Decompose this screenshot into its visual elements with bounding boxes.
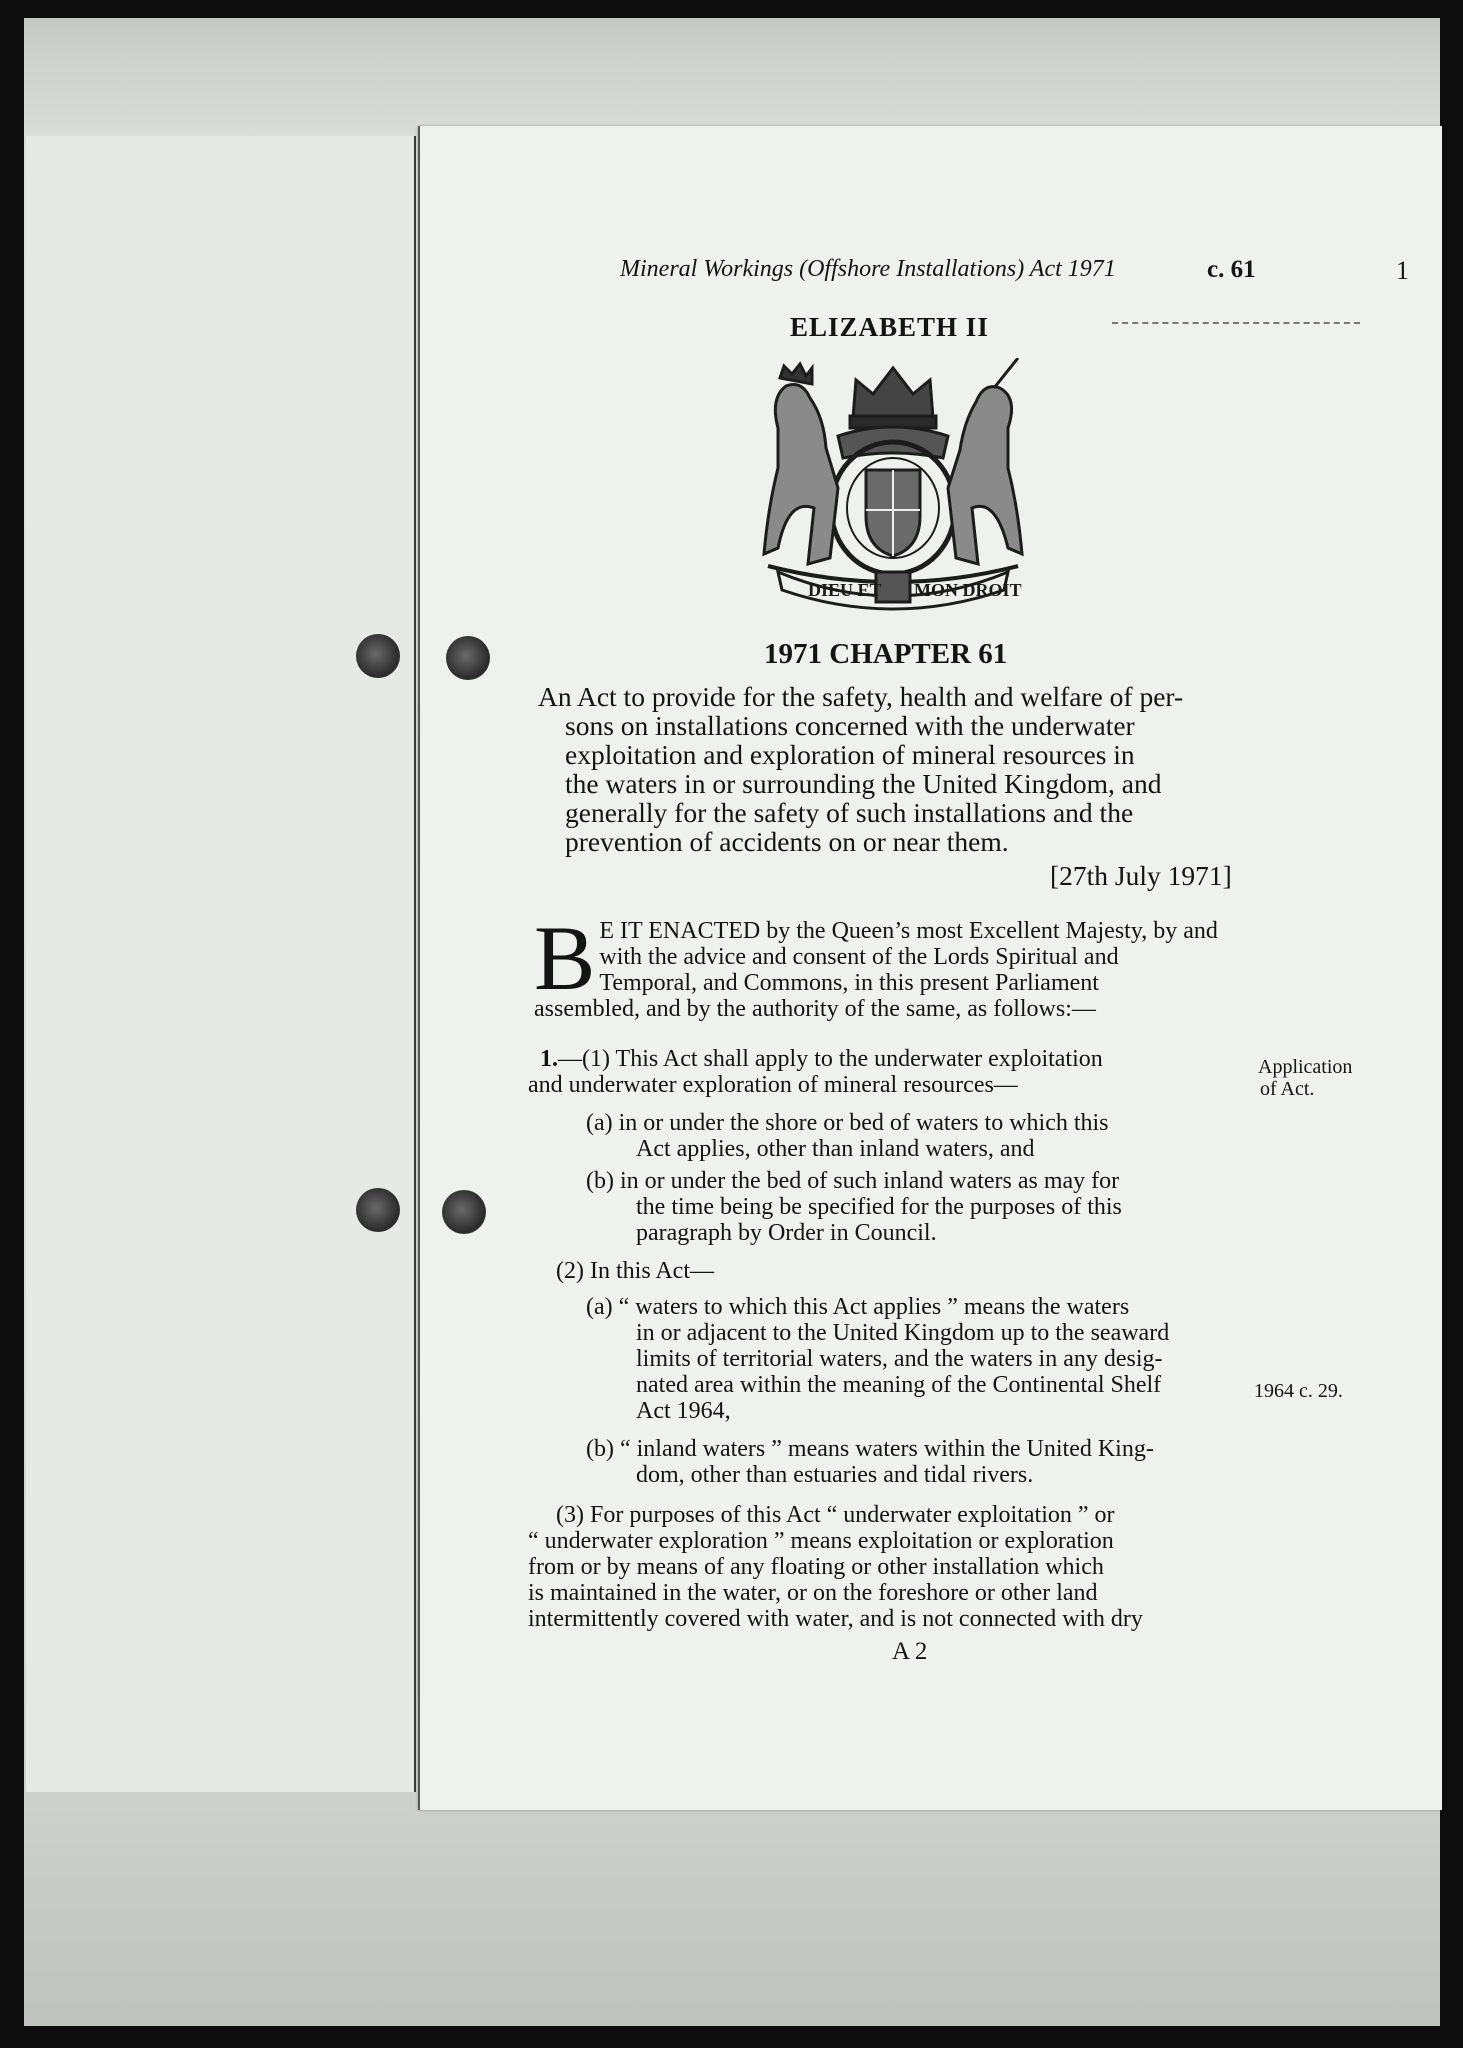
paragraph-text: Act applies, other than inland waters, and xyxy=(636,1136,1035,1162)
paragraph-text: (a) “ waters to which this Act applies ” means the waters xyxy=(586,1294,1130,1320)
paragraph-a xyxy=(586,1110,1254,1162)
section-text: —(1) This Act shall apply to the underwater exploitation xyxy=(558,1046,1103,1072)
subsection-text: from or by means of any floating or other installation which xyxy=(528,1554,1104,1580)
enacting-line: by the Queen’s most Excellent Majesty, by and xyxy=(760,918,1218,944)
paragraph-text: (a) in or under the shore or bed of waters to which this xyxy=(586,1110,1109,1136)
enacting-smallcaps: E IT ENACTED xyxy=(599,918,761,944)
paragraph-text: Act 1964, xyxy=(636,1398,731,1424)
signature-mark: A 2 xyxy=(892,1638,928,1665)
enacting-line: with the advice and consent of the Lords Spiritual and xyxy=(599,944,1119,970)
drop-cap: B xyxy=(534,907,596,1009)
chapter-reference: c. 61 xyxy=(1207,256,1256,283)
subsection-3 xyxy=(528,1502,1250,1632)
subsection-2-paragraph-b xyxy=(586,1436,1254,1488)
section-number: 1. xyxy=(540,1046,558,1072)
left-page-leaf xyxy=(26,136,416,1792)
subsection-text: “ underwater exploration ” means exploitation or exploration xyxy=(528,1528,1114,1554)
long-title-line: exploitation and exploration of mineral resources in xyxy=(565,739,1135,770)
punch-hole xyxy=(356,1188,400,1232)
subsection-text: (2) In this Act— xyxy=(556,1258,714,1284)
long-title-line: the waters in or surrounding the United Kingdom, and xyxy=(565,768,1162,799)
subsection-2-paragraph-a xyxy=(586,1294,1254,1424)
royal-coat-of-arms-icon xyxy=(738,358,1048,622)
paragraph-text: (b) in or under the bed of such inland waters as may for xyxy=(586,1168,1120,1194)
long-title-line: An Act to provide for the safety, health and welfare of per- xyxy=(538,681,1184,712)
paragraph-text: in or adjacent to the United Kingdom up to the seaward xyxy=(636,1320,1170,1346)
margin-note-text: of Act. xyxy=(1260,1078,1315,1100)
section-text: and underwater exploration of mineral resources— xyxy=(528,1072,1018,1098)
margin-note-citation: 1964 c. 29. xyxy=(1254,1380,1343,1402)
paragraph-text: limits of territorial waters, and the waters in any desig- xyxy=(636,1346,1163,1372)
enacting-line: assembled, and by the authority of the same, as follows:— xyxy=(534,996,1096,1022)
motto-left: DIEU ET xyxy=(808,580,882,600)
enacting-formula xyxy=(534,907,1252,1022)
page-number: 1 xyxy=(1396,256,1409,285)
subsection-text: intermittently covered with water, and is not connected with dry xyxy=(528,1606,1143,1632)
paragraph-text: paragraph by Order in Council. xyxy=(636,1220,937,1246)
paragraph-b xyxy=(586,1168,1254,1246)
punch-hole xyxy=(356,634,400,678)
margin-note-application xyxy=(1258,1056,1352,1100)
long-title-line: sons on installations concerned with the underwater xyxy=(565,710,1135,741)
long-title xyxy=(538,682,1254,856)
paragraph-text: nated area within the meaning of the Continental Shelf xyxy=(636,1372,1162,1398)
long-title-line: prevention of accidents on or near them. xyxy=(565,826,1009,857)
motto-right: MON DROIT xyxy=(914,580,1022,600)
subsection-2-lead xyxy=(556,1258,1254,1284)
dashed-rule xyxy=(1112,322,1360,324)
punch-hole xyxy=(442,1190,486,1234)
paragraph-text: dom, other than estuaries and tidal rivers. xyxy=(636,1462,1034,1488)
subsection-text: (3) For purposes of this Act “ underwater exploitation ” or xyxy=(556,1502,1115,1528)
punch-hole xyxy=(446,636,490,680)
chapter-heading: 1971 CHAPTER 61 xyxy=(764,638,1008,670)
monarch-heading: ELIZABETH II xyxy=(790,312,989,342)
enacting-line: Temporal, and Commons, in this present Parliament xyxy=(599,970,1099,996)
long-title-line: generally for the safety of such installations and the xyxy=(565,797,1134,828)
paragraph-text: the time being be specified for the purposes of this xyxy=(636,1194,1122,1220)
margin-note-text: Application xyxy=(1258,1056,1353,1078)
subsection-text: is maintained in the water, or on the foreshore or other land xyxy=(528,1580,1098,1606)
section-1-subsection-1 xyxy=(528,1046,1254,1098)
running-header xyxy=(620,256,1116,283)
paragraph-text: (b) “ inland waters ” means waters within the United King- xyxy=(586,1436,1154,1462)
royal-assent-date: [27th July 1971] xyxy=(1050,860,1232,891)
act-short-title: Mineral Workings (Offshore Installations) Act 1971 xyxy=(620,256,1116,282)
